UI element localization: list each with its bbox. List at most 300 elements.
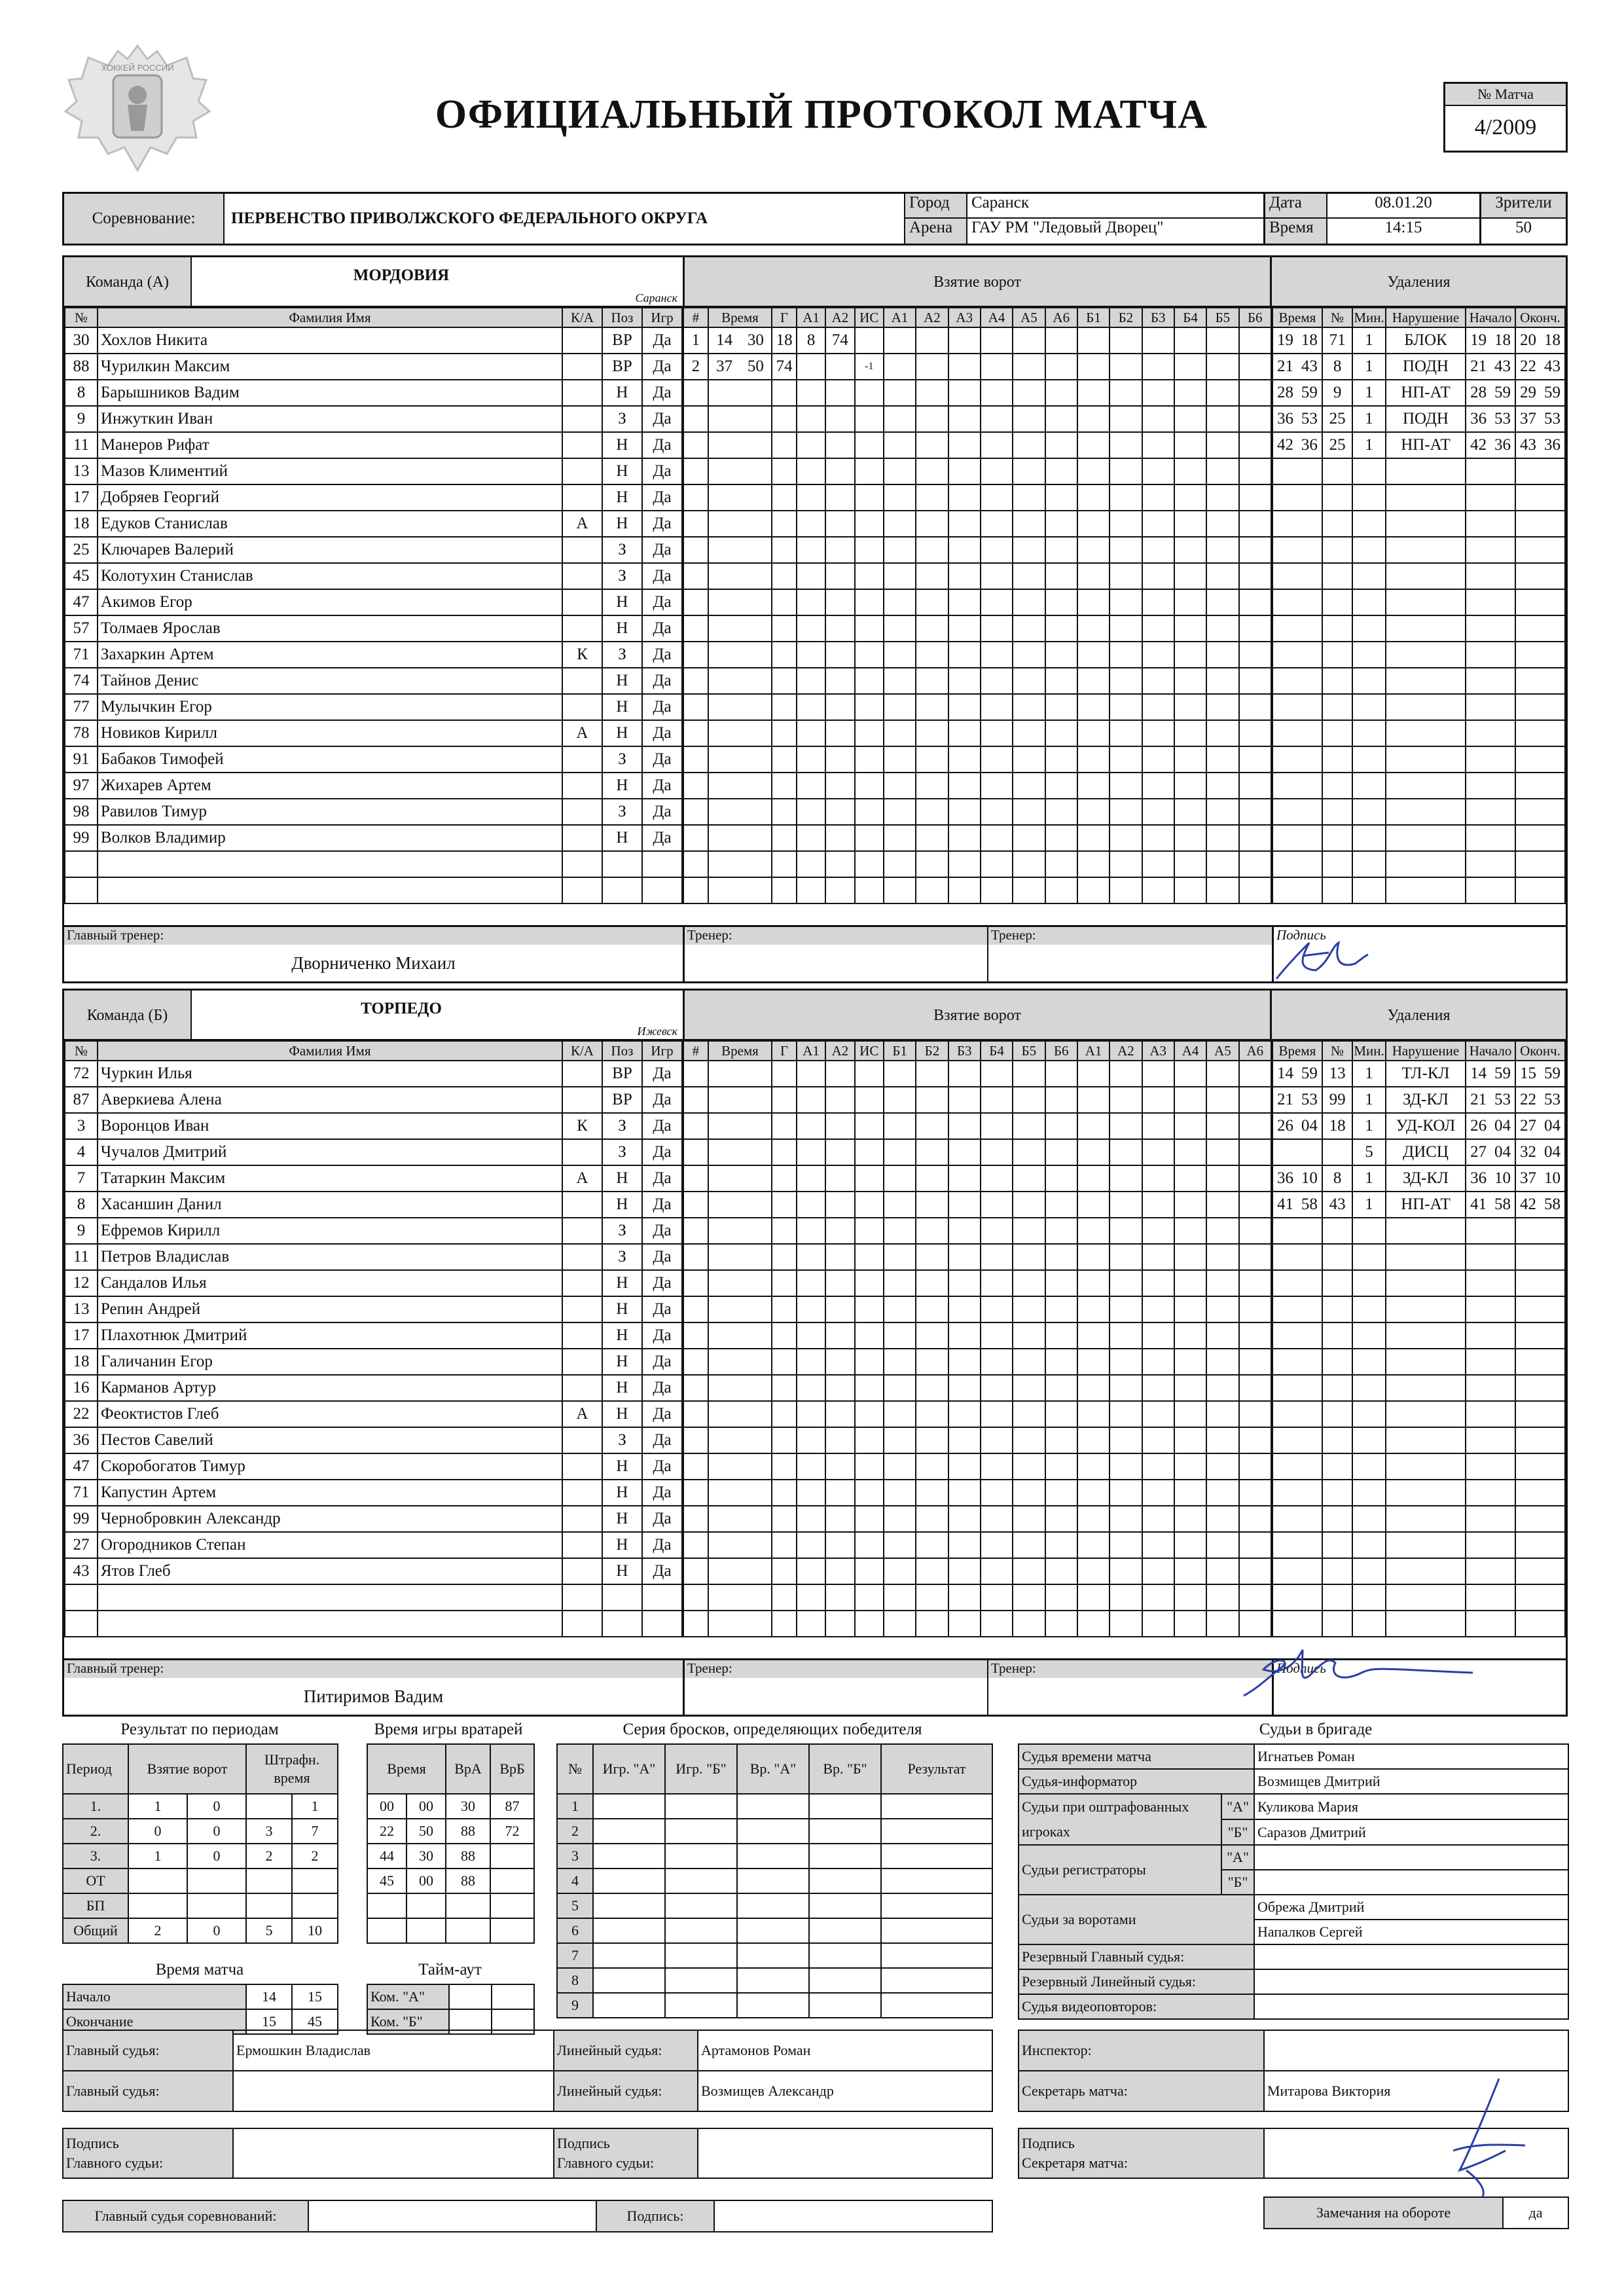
penalty-second (1297, 1453, 1322, 1480)
table-row (65, 1584, 682, 1611)
on-ice-cell (1110, 1113, 1142, 1139)
penalty-start-minute (1466, 1296, 1490, 1322)
goal-situation (855, 746, 884, 773)
penalty-end-second (1540, 877, 1565, 903)
penalty-minute: 42 (1272, 432, 1297, 458)
table-row (557, 1794, 992, 1819)
goal-second (740, 432, 772, 458)
sign-secretary-label-1: Подпись (1022, 2135, 1075, 2151)
on-ice-cell (1206, 1611, 1238, 1637)
penalty-end-minute (1515, 1322, 1540, 1349)
goal-minute (708, 1296, 740, 1322)
penalty-end-minute (1515, 1244, 1540, 1270)
table-row (65, 1480, 682, 1506)
penalty-minute (1272, 668, 1297, 694)
on-ice-cell (948, 1061, 981, 1087)
penalty-player: 99 (1322, 1087, 1352, 1113)
on-ice-cell (948, 694, 981, 720)
on-ice-cell (1077, 615, 1110, 642)
on-ice-cell (1110, 484, 1142, 511)
goal-scorer (772, 1087, 797, 1113)
table-row (683, 327, 1271, 354)
penalty-minutes (1352, 1244, 1386, 1270)
goal-assist-1 (797, 851, 825, 877)
goal-assist-2 (825, 1506, 854, 1532)
player-number (65, 1584, 98, 1611)
player-number: 27 (65, 1532, 98, 1558)
goal-scorer (772, 380, 797, 406)
on-ice-cell (1239, 1296, 1271, 1322)
penalty-end-second (1540, 458, 1565, 484)
on-ice-cell (1206, 799, 1238, 825)
on-ice-cell (1142, 642, 1174, 668)
table-row (65, 1401, 682, 1427)
penalty-start-minute (1466, 642, 1490, 668)
goal-assist-1 (797, 1584, 825, 1611)
penalty-end-second (1540, 825, 1565, 851)
on-ice-cell (884, 1270, 916, 1296)
penalty-start-second (1490, 1427, 1515, 1453)
penalty-end-minute (1515, 1532, 1540, 1558)
on-ice-cell (1045, 668, 1077, 694)
table-row (683, 1296, 1271, 1322)
goalie-second (406, 1918, 446, 1943)
on-ice-cell (1206, 1480, 1238, 1506)
player-played: Да (642, 563, 682, 589)
goal-second (740, 458, 772, 484)
line-ref-label-1: Линейный судья: (554, 2030, 698, 2071)
goal-assist-1 (797, 1322, 825, 1349)
on-ice-cell (1110, 877, 1142, 903)
table-row (65, 1244, 682, 1270)
on-ice-cell (916, 1139, 948, 1165)
on-ice-cell (884, 432, 916, 458)
player-number: 57 (65, 615, 98, 642)
table-row (65, 1506, 682, 1532)
goal-second (740, 589, 772, 615)
table-row (63, 1868, 338, 1893)
goal-second (740, 406, 772, 432)
goal-situation (855, 1322, 884, 1349)
player-played: Да (642, 1375, 682, 1401)
penalty-end-minute (1515, 1506, 1540, 1532)
on-ice-cell (1142, 1113, 1174, 1139)
penalty-end-second (1540, 746, 1565, 773)
goal-minute (708, 668, 740, 694)
on-ice-cell (948, 1087, 981, 1113)
on-ice-cell (981, 1453, 1013, 1480)
team_b-pen-col-min: Мин. (1352, 1041, 1386, 1061)
on-ice-cell (1174, 799, 1206, 825)
on-ice-cell (1142, 484, 1174, 511)
on-ice-cell (1142, 1611, 1174, 1637)
period-goals-a: 1 (128, 1794, 187, 1819)
table-row (1272, 1270, 1565, 1296)
goalie-minute: 45 (367, 1868, 406, 1893)
officials-table (62, 2030, 993, 2112)
on-ice-cell (1142, 799, 1174, 825)
player-number: 78 (65, 720, 98, 746)
on-ice-cell (1174, 877, 1206, 903)
on-ice-cell (1077, 1113, 1110, 1139)
on-ice-cell (1110, 1322, 1142, 1349)
player-position: ВР (602, 1061, 642, 1087)
goalie-col-a: ВрА (446, 1744, 490, 1794)
team_b-roster-table (64, 1040, 683, 1637)
goal-assist-1 (797, 1401, 825, 1427)
goal-assist-1 (797, 484, 825, 511)
on-ice-cell (1045, 615, 1077, 642)
goal-situation (855, 1401, 884, 1427)
on-ice-cell (981, 537, 1013, 563)
goal-second (740, 1322, 772, 1349)
on-ice-cell (1045, 1401, 1077, 1427)
table-row (1272, 1453, 1565, 1480)
penalty-minutes (1352, 746, 1386, 773)
penalty-minute: 28 (1272, 380, 1297, 406)
goal-assist-2 (825, 1192, 854, 1218)
on-ice-cell (1110, 1244, 1142, 1270)
player-played: Да (642, 511, 682, 537)
player-position: Н (602, 1375, 642, 1401)
table-row (1272, 1532, 1565, 1558)
goal-number (683, 511, 708, 537)
player-number: 99 (65, 1506, 98, 1532)
player-captaincy (562, 589, 602, 615)
spectators-value: 50 (1515, 219, 1532, 236)
on-ice-cell (1174, 380, 1206, 406)
goal-assist-2 (825, 825, 854, 851)
penalty-minute (1272, 1296, 1297, 1322)
on-ice-cell (948, 668, 981, 694)
penalty-start-minute (1466, 537, 1490, 563)
on-ice-cell (948, 1558, 981, 1584)
on-ice-cell (948, 877, 981, 903)
penalty-second (1297, 877, 1322, 903)
penalty-end-minute (1515, 668, 1540, 694)
penalty-end-minute (1515, 694, 1540, 720)
player-captaincy (562, 1270, 602, 1296)
team_a-minus-col-1: Б2 (1110, 308, 1142, 327)
penalty-minutes (1352, 484, 1386, 511)
penalty-end-minute (1515, 1584, 1540, 1611)
on-ice-cell (1142, 1584, 1174, 1611)
penalty-infraction (1386, 458, 1466, 484)
table-row (683, 1139, 1271, 1165)
on-ice-cell (948, 1349, 981, 1375)
on-ice-cell (916, 1401, 948, 1427)
goal-assist-1 (797, 1139, 825, 1165)
penalty-player (1322, 1349, 1352, 1375)
on-ice-cell (1077, 1139, 1110, 1165)
on-ice-cell (884, 354, 916, 380)
on-ice-cell (948, 1244, 981, 1270)
player-played: Да (642, 1113, 682, 1139)
on-ice-cell (1174, 668, 1206, 694)
on-ice-cell (948, 615, 981, 642)
table-row (683, 668, 1271, 694)
penalty-end-minute: 27 (1515, 1113, 1540, 1139)
table-row (683, 1480, 1271, 1506)
on-ice-cell (1013, 432, 1045, 458)
table-row (65, 1270, 682, 1296)
shootout-cell (809, 1968, 881, 1993)
player-position (602, 877, 642, 903)
line-ref-label-2: Линейный судья: (554, 2071, 698, 2111)
penalty-player (1322, 458, 1352, 484)
penalty-end-minute (1515, 851, 1540, 877)
table-row (65, 642, 682, 668)
table-row (683, 406, 1271, 432)
table-row (683, 1453, 1271, 1480)
on-ice-cell (1045, 458, 1077, 484)
penalty-minute (1272, 1375, 1297, 1401)
team_a-head-coach-label: Главный тренер: (64, 925, 683, 945)
player-position: Н (602, 1532, 642, 1558)
match-info-bar (62, 192, 1568, 246)
on-ice-cell (1013, 1061, 1045, 1087)
period-goals-b: 0 (187, 1844, 246, 1868)
player-name: Воронцов Иван (98, 1113, 562, 1139)
on-ice-cell (1239, 720, 1271, 746)
table-row (367, 1794, 534, 1819)
on-ice-cell (1110, 458, 1142, 484)
goal-scorer: 18 (772, 327, 797, 354)
penalty-second (1297, 1480, 1322, 1506)
on-ice-cell (1110, 589, 1142, 615)
on-ice-cell (1142, 615, 1174, 642)
player-number: 30 (65, 327, 98, 354)
penalty-end-minute (1515, 511, 1540, 537)
player-played: Да (642, 1532, 682, 1558)
goal-second (740, 1611, 772, 1637)
penalty-infraction: УД-КОЛ (1386, 1113, 1466, 1139)
on-ice-cell (1174, 1165, 1206, 1192)
team_b-goal-col-n: # (683, 1041, 708, 1061)
on-ice-cell (1110, 1270, 1142, 1296)
player-name: Мазов Климентий (98, 458, 562, 484)
penalty-minute: 36 (1272, 1165, 1297, 1192)
on-ice-cell (1174, 773, 1206, 799)
time-label: Время (1265, 219, 1327, 244)
goal-minute (708, 589, 740, 615)
penalty-second (1297, 615, 1322, 642)
on-ice-cell (1110, 1165, 1142, 1192)
player-name: Тайнов Денис (98, 668, 562, 694)
on-ice-cell (884, 877, 916, 903)
period-pim-b: 7 (292, 1819, 338, 1844)
penalty-minute (1272, 746, 1297, 773)
penalty-player (1322, 1322, 1352, 1349)
on-ice-cell (1239, 1165, 1271, 1192)
goal-assist-1 (797, 877, 825, 903)
goal-assist-2 (825, 1584, 854, 1611)
on-ice-cell (1110, 511, 1142, 537)
penalty-player: 13 (1322, 1061, 1352, 1087)
table-row (63, 1794, 338, 1819)
penalty-start-second (1490, 1375, 1515, 1401)
on-ice-cell (948, 354, 981, 380)
goal-situation (855, 1218, 884, 1244)
on-ice-cell (1239, 1192, 1271, 1218)
penalty-start-minute (1466, 825, 1490, 851)
penalty-start-second (1490, 458, 1515, 484)
timeout-table (367, 1984, 535, 2035)
penalty-minutes (1352, 1558, 1386, 1584)
table-row (65, 799, 682, 825)
on-ice-cell (1174, 1427, 1206, 1453)
on-ice-cell (1110, 1192, 1142, 1218)
spectators-label: Зрители (1481, 194, 1566, 219)
on-ice-cell (1045, 1061, 1077, 1087)
goal-situation (855, 1375, 884, 1401)
shootout-cell (737, 1968, 809, 1993)
penalty-end-second (1540, 1427, 1565, 1453)
penalty-minutes (1352, 825, 1386, 851)
player-number: 91 (65, 746, 98, 773)
on-ice-cell (981, 589, 1013, 615)
on-ice-cell (1174, 1087, 1206, 1113)
on-ice-cell (1142, 851, 1174, 877)
on-ice-cell (1142, 354, 1174, 380)
on-ice-cell (916, 354, 948, 380)
goal-assist-1: 8 (797, 327, 825, 354)
goal-number (683, 1401, 708, 1427)
on-ice-cell (981, 1165, 1013, 1192)
goal-scorer (772, 720, 797, 746)
on-ice-cell (948, 720, 981, 746)
player-name: Чуркин Илья (98, 1061, 562, 1087)
player-captaincy: А (562, 720, 602, 746)
goal-second (740, 877, 772, 903)
on-ice-cell (1239, 354, 1271, 380)
penalty-player: 9 (1322, 380, 1352, 406)
period-goals-a: 0 (128, 1819, 187, 1844)
penalty-end-minute (1515, 1453, 1540, 1480)
sign-main-ref-label-b (554, 2128, 698, 2178)
penalty-second: 53 (1297, 406, 1322, 432)
penalty-start-second (1490, 1506, 1515, 1532)
penalty-minute (1272, 1480, 1297, 1506)
player-position: Н (602, 825, 642, 851)
informer-label: Судья-информатор (1019, 1769, 1254, 1794)
goal-assist-2 (825, 432, 854, 458)
penalty-second (1297, 668, 1322, 694)
on-ice-cell (981, 1584, 1013, 1611)
player-number: 9 (65, 406, 98, 432)
table-row (1272, 642, 1565, 668)
penalty-start-minute: 42 (1466, 432, 1490, 458)
on-ice-cell (948, 1480, 981, 1506)
on-ice-cell (1142, 1480, 1174, 1506)
on-ice-cell (948, 1192, 981, 1218)
team_a-plus-col-1: А2 (916, 308, 948, 327)
goal-assist-2 (825, 1322, 854, 1349)
sign-main-ref-label-2: Главного судьи: (66, 2155, 164, 2171)
on-ice-cell (1045, 432, 1077, 458)
registrars-label: Судьи регистраторы (1019, 1845, 1221, 1895)
goal-scorer (772, 746, 797, 773)
player-played: Да (642, 327, 682, 354)
goal-assist-2 (825, 406, 854, 432)
table-row (1272, 432, 1565, 458)
table-row (1272, 1375, 1565, 1401)
goal-minute (708, 537, 740, 563)
goal-scorer (772, 432, 797, 458)
penalty-minute (1272, 563, 1297, 589)
on-ice-cell (1013, 1165, 1045, 1192)
on-ice-cell (1013, 1453, 1045, 1480)
on-ice-cell (1077, 694, 1110, 720)
player-position: З (602, 563, 642, 589)
penalty-start-minute: 19 (1466, 327, 1490, 354)
penalty-minutes: 1 (1352, 327, 1386, 354)
period-goals-a (128, 1868, 187, 1893)
goal-number (683, 1218, 708, 1244)
main-ref-2 (233, 2071, 554, 2111)
player-played: Да (642, 1296, 682, 1322)
on-ice-cell (1013, 406, 1045, 432)
penalty-player (1322, 799, 1352, 825)
on-ice-cell (1142, 458, 1174, 484)
on-ice-cell (916, 327, 948, 354)
penalty-start-minute: 21 (1466, 354, 1490, 380)
player-played: Да (642, 537, 682, 563)
player-position (602, 1584, 642, 1611)
player-number: 98 (65, 799, 98, 825)
penalty-start-minute: 36 (1466, 406, 1490, 432)
shootout-row-number: 6 (557, 1918, 593, 1943)
team_b-pen-col-infraction: Нарушение (1386, 1041, 1466, 1061)
on-ice-cell (981, 720, 1013, 746)
timeout-b-label: Ком. "Б" (367, 2009, 449, 2034)
on-ice-cell (1174, 432, 1206, 458)
penalty-end-minute: 15 (1515, 1061, 1540, 1087)
goal-scorer (772, 877, 797, 903)
penalty-second (1297, 1218, 1322, 1244)
penalty-infraction (1386, 877, 1466, 903)
goal-judge-2: Напалков Сергей (1254, 1920, 1568, 1944)
on-ice-cell (1174, 327, 1206, 354)
on-ice-cell (1013, 1584, 1045, 1611)
goal-assist-2: 74 (825, 327, 854, 354)
on-ice-cell (884, 615, 916, 642)
player-played: Да (642, 668, 682, 694)
on-ice-cell (1045, 354, 1077, 380)
goal-scorer (772, 1558, 797, 1584)
on-ice-cell (948, 406, 981, 432)
penalty-second (1297, 1270, 1322, 1296)
on-ice-cell (1142, 1165, 1174, 1192)
shootout-title: Серия бросков, определяющих победителя (623, 1721, 922, 1738)
goal-assist-2 (825, 877, 854, 903)
penalty-end-minute (1515, 484, 1540, 511)
table-row (65, 694, 682, 720)
penalty-second (1297, 1244, 1322, 1270)
shootout-cell (809, 1819, 881, 1844)
penalty-start-second: 59 (1490, 1061, 1515, 1087)
goal-number (683, 380, 708, 406)
informer-name: Возмищев Дмитрий (1254, 1769, 1568, 1794)
goal-assist-2 (825, 1165, 854, 1192)
goal-scorer (772, 1427, 797, 1453)
period-pim-b (292, 1868, 338, 1893)
goal-assist-1 (797, 773, 825, 799)
table-row (683, 1558, 1271, 1584)
penalty-player (1322, 1558, 1352, 1584)
penalty-end-second (1540, 484, 1565, 511)
on-ice-cell (1174, 484, 1206, 511)
